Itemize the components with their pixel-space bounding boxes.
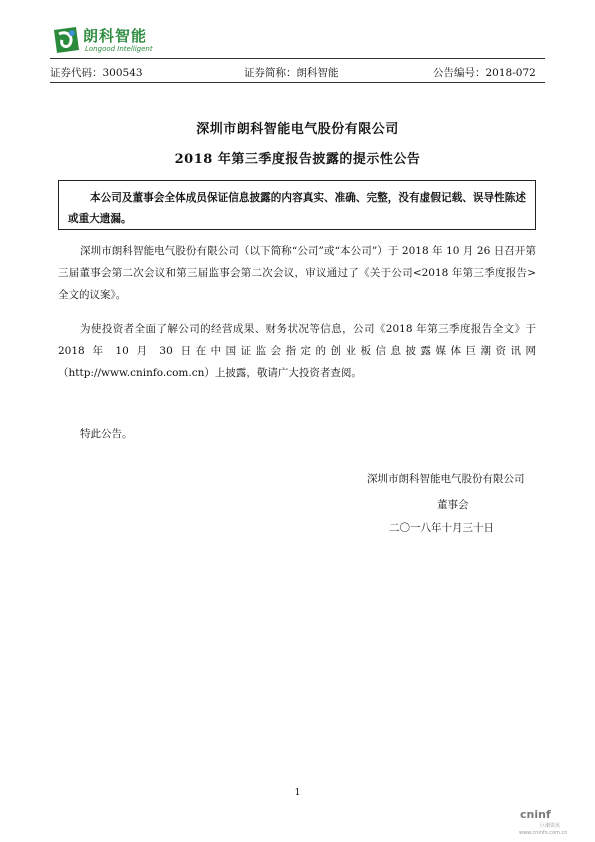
watermark-subtitle: 巨潮资讯: [540, 823, 561, 829]
document-title: 2018 年第三季度报告披露的提示性公告: [174, 152, 421, 167]
logo-chinese-name: 朗科智能: [83, 27, 148, 45]
company-logo: [50, 24, 180, 58]
paragraph-1: 深圳市朗科智能电气股份有限公司（以下简称“公司”或“本公司”）于 2018 年 10 月 26 日召开第三届董事会第二次会议和第三届监事会第二次会议，审议通过了《关于公司<2018 年第三季度报告>全文的议案》。: [58, 245, 536, 301]
announcement-number: 公告编号：2018-072: [433, 67, 536, 79]
watermark-brand: cninf: [520, 808, 551, 821]
disclaimer-box: 本公司及董事会全体成员保证信息披露的内容真实、准确、完整，没有虚假记载、误导性陈述或重大遗漏。: [58, 180, 536, 230]
closing-remark: 特此公告。: [80, 428, 133, 440]
signature-board: 董事会: [437, 499, 469, 511]
signature-date: 二〇一八年十月三十日: [389, 522, 494, 534]
stock-code: 证券代码：300543: [50, 67, 143, 79]
logo-english-name: Longood Intelligent: [85, 45, 153, 53]
stock-name: 证券简称：朗科智能: [244, 67, 339, 79]
page-number: 1: [294, 788, 301, 798]
watermark-url: www.cninfo.com.cn: [519, 830, 568, 836]
company-title: 深圳市朗科智能电气股份有限公司: [196, 122, 399, 137]
paragraph-2: 为使投资者全面了解公司的经营成果、财务状况等信息，公司《2018 年第三季度报告全文》于 2018 年 10 月 30 日在中国证监会指定的创业板信息披露媒体巨潮资讯网（http://www.cninfo.com.cn）上披露，敬请广大投资者查阅。: [58, 323, 536, 379]
logo-mark-icon: [50, 24, 82, 56]
header-rule-bottom: [50, 82, 545, 83]
header-rule-top: [50, 58, 545, 59]
signature-company: 深圳市朗科智能电气股份有限公司: [367, 473, 525, 485]
